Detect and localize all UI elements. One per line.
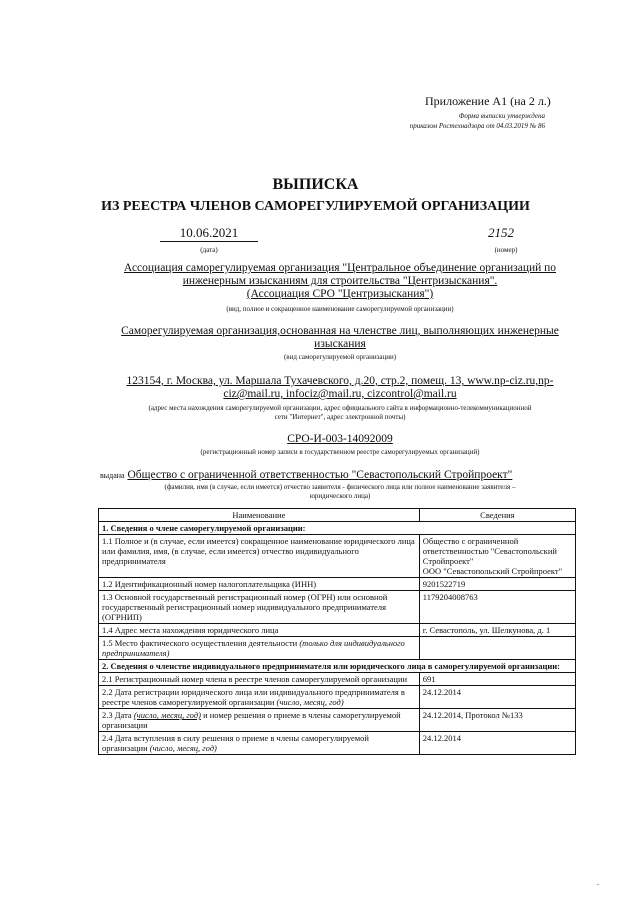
row-number: 1.2 bbox=[102, 579, 113, 589]
table-row bbox=[99, 709, 576, 732]
row-label: Дата регистрации юридического лица или индивидуального предпринимателя в реестре членов саморегулируемой организации bbox=[102, 687, 405, 707]
issued-caption-line2: юридического лица) bbox=[309, 492, 371, 500]
page-mark: . bbox=[597, 878, 599, 887]
decision-value: 24.12.2014, Протокол №133 bbox=[419, 709, 575, 732]
row-1-1-value bbox=[419, 535, 575, 578]
registration-number-value: СРО-И-003-14092009 bbox=[287, 433, 393, 445]
sro-address-line2: ciz@mail.ru, infociz@mail.ru, cizcontrol@mail.ru bbox=[223, 388, 457, 400]
issued-label: выдана bbox=[100, 471, 125, 480]
form-approval-line2: приказом Ростехнадзора от 04.03.2019 № 86 bbox=[409, 122, 545, 130]
member-reg-number-value: 691 bbox=[419, 673, 575, 686]
section-1-title: 1. Сведения о члене саморегулируемой организации: bbox=[99, 522, 576, 535]
registration-number bbox=[105, 433, 575, 446]
sro-type-caption: (вид саморегулируемой организации) bbox=[283, 353, 397, 361]
sro-address-caption-line1: (адрес места нахождения саморегулируемой организации, адрес официального сайта в информационно-телекоммуникационной bbox=[148, 404, 532, 412]
date-caption: (дата) bbox=[200, 246, 218, 254]
sro-name-line3: (Ассоциация СРО "Центризыскания") bbox=[246, 288, 434, 300]
row-label-note: (число, месяц, год) bbox=[276, 697, 344, 707]
row-2-2-label bbox=[99, 686, 420, 709]
member-info-table bbox=[98, 508, 576, 755]
table-row bbox=[99, 732, 576, 755]
row-1-2-label bbox=[99, 578, 420, 591]
inn-value: 9201522719 bbox=[419, 578, 575, 591]
column-header-info: Сведения bbox=[419, 509, 575, 522]
row-number: 1.5 bbox=[102, 638, 113, 648]
sro-name bbox=[105, 262, 575, 301]
sro-address-caption bbox=[70, 404, 610, 422]
sro-type-line2: изыскания bbox=[314, 338, 366, 350]
row-label: Адрес места нахождения юридического лица bbox=[114, 625, 279, 635]
table-row bbox=[99, 686, 576, 709]
date-value: 10.06.2021 bbox=[160, 225, 258, 242]
row-number: 1.4 bbox=[102, 625, 113, 635]
table-row bbox=[99, 673, 576, 686]
row-1-1-label bbox=[99, 535, 420, 578]
section-row-2 bbox=[99, 660, 576, 673]
row-label: Основной государственный регистрационный номер (ОГРН) или основной государственный регистрационный номер индивидуального предпринимателя (ОГРНИП) bbox=[102, 592, 388, 622]
document-subtitle: ИЗ РЕЕСТРА ЧЛЕНОВ САМОРЕГУЛИРУЕМОЙ ОРГАНИЗАЦИИ bbox=[101, 199, 530, 214]
row-number: 2.1 bbox=[102, 674, 113, 684]
row-number: 2.2 bbox=[102, 687, 113, 697]
form-approval-note bbox=[285, 111, 545, 131]
form-approval-line1: Форма выписки утверждена bbox=[458, 112, 545, 120]
issued-to bbox=[100, 469, 512, 481]
number-value: 2152 bbox=[488, 225, 514, 240]
sro-address-caption-line2: сети "Интернет", адрес электронной почты) bbox=[274, 413, 406, 421]
row-2-1-label bbox=[99, 673, 420, 686]
issued-caption bbox=[70, 483, 610, 501]
row-number: 2.3 bbox=[102, 710, 113, 720]
number-caption: (номер) bbox=[494, 246, 518, 254]
sro-name-caption: (вид, полное и сокращенное наименование саморегулируемой организации) bbox=[226, 305, 454, 313]
activity-place-value bbox=[419, 637, 575, 660]
effective-date-value: 24.12.2014 bbox=[419, 732, 575, 755]
row-label: Место фактического осуществления деятельности bbox=[114, 638, 298, 648]
sro-name-line2: инженерным изысканиям для строительства "Центризыскания". bbox=[182, 275, 498, 287]
row-label-note: (число, месяц, год) bbox=[149, 743, 217, 753]
registration-date-value: 24.12.2014 bbox=[419, 686, 575, 709]
table-header-row bbox=[99, 509, 576, 522]
row-1-3-label bbox=[99, 591, 420, 624]
row-label-cont: и номер решения о приеме в члены саморегулируемой организации bbox=[102, 710, 401, 730]
row-1-5-label bbox=[99, 637, 420, 660]
row-number: 1.1 bbox=[102, 536, 113, 546]
ogrn-value: 1179204008763 bbox=[419, 591, 575, 624]
issued-value: Общество с ограниченной ответственностью "Севастопольский Стройпроект" bbox=[127, 469, 513, 481]
row-2-3-label bbox=[99, 709, 420, 732]
row-number: 1.3 bbox=[102, 592, 113, 602]
table-row bbox=[99, 578, 576, 591]
row-label: Дата bbox=[114, 710, 132, 720]
sro-name-line1: Ассоциация саморегулируемая организация "Центральное объединение организаций по bbox=[123, 262, 557, 274]
short-name-value: ООО "Севастопольский Стройпроект" bbox=[422, 566, 563, 576]
row-label: Дата вступления в силу решения о приеме в члены саморегулируемой организации bbox=[102, 733, 369, 753]
full-name-value: Общество с ограниченной ответственностью "Севастопольский Стройпроект" bbox=[422, 536, 557, 566]
row-label: Полное и (в случае, если имеется) сокращенное наименование юридического лица или фамилия, имя, (в случае, если имеется) отчество индивидуального предпринимателя bbox=[102, 536, 415, 566]
row-label-note: (число, месяц, год) bbox=[133, 710, 201, 720]
table-row bbox=[99, 624, 576, 637]
row-number: 2.4 bbox=[102, 733, 113, 743]
table-row bbox=[99, 591, 576, 624]
issued-caption-line1: (фамилия, имя (в случае, если имеется) отчество заявителя - физического лица или полное наименование заявителя – bbox=[164, 483, 516, 491]
row-label: Регистрационный номер члена в реестре членов саморегулируемой организации bbox=[114, 674, 408, 684]
appendix-label: Приложение А1 (на 2 л.) bbox=[425, 94, 551, 108]
address-value: г. Севастополь, ул. Шелкунова, д. 1 bbox=[419, 624, 575, 637]
section-row-1 bbox=[99, 522, 576, 535]
section-2-title: 2. Сведения о членстве индивидуального предпринимателя или юридического лица в саморегулируемой организации: bbox=[99, 660, 576, 673]
sro-type-line1: Саморегулируемая организация,основанная на членстве лиц, выполняющих инженерные bbox=[121, 325, 559, 337]
document-title: ВЫПИСКА bbox=[272, 176, 359, 193]
row-2-4-label bbox=[99, 732, 420, 755]
table-row bbox=[99, 535, 576, 578]
sro-address-line1: 123154, г. Москва, ул. Маршала Тухачевского, д.20, стр.2, помещ. 13, www.np-ciz.ru,np- bbox=[126, 375, 554, 387]
table-row bbox=[99, 637, 576, 660]
registration-caption: (регистрационный номер записи в государственном реестре саморегулируемых организаций) bbox=[200, 448, 480, 456]
column-header-name: Наименование bbox=[99, 509, 420, 522]
row-1-4-label bbox=[99, 624, 420, 637]
sro-address bbox=[105, 375, 575, 401]
row-label-note: (только для индивидуального предпринимателя) bbox=[102, 638, 405, 658]
sro-type bbox=[105, 325, 575, 351]
row-label: Идентификационный номер налогоплательщика (ИНН) bbox=[114, 579, 317, 589]
